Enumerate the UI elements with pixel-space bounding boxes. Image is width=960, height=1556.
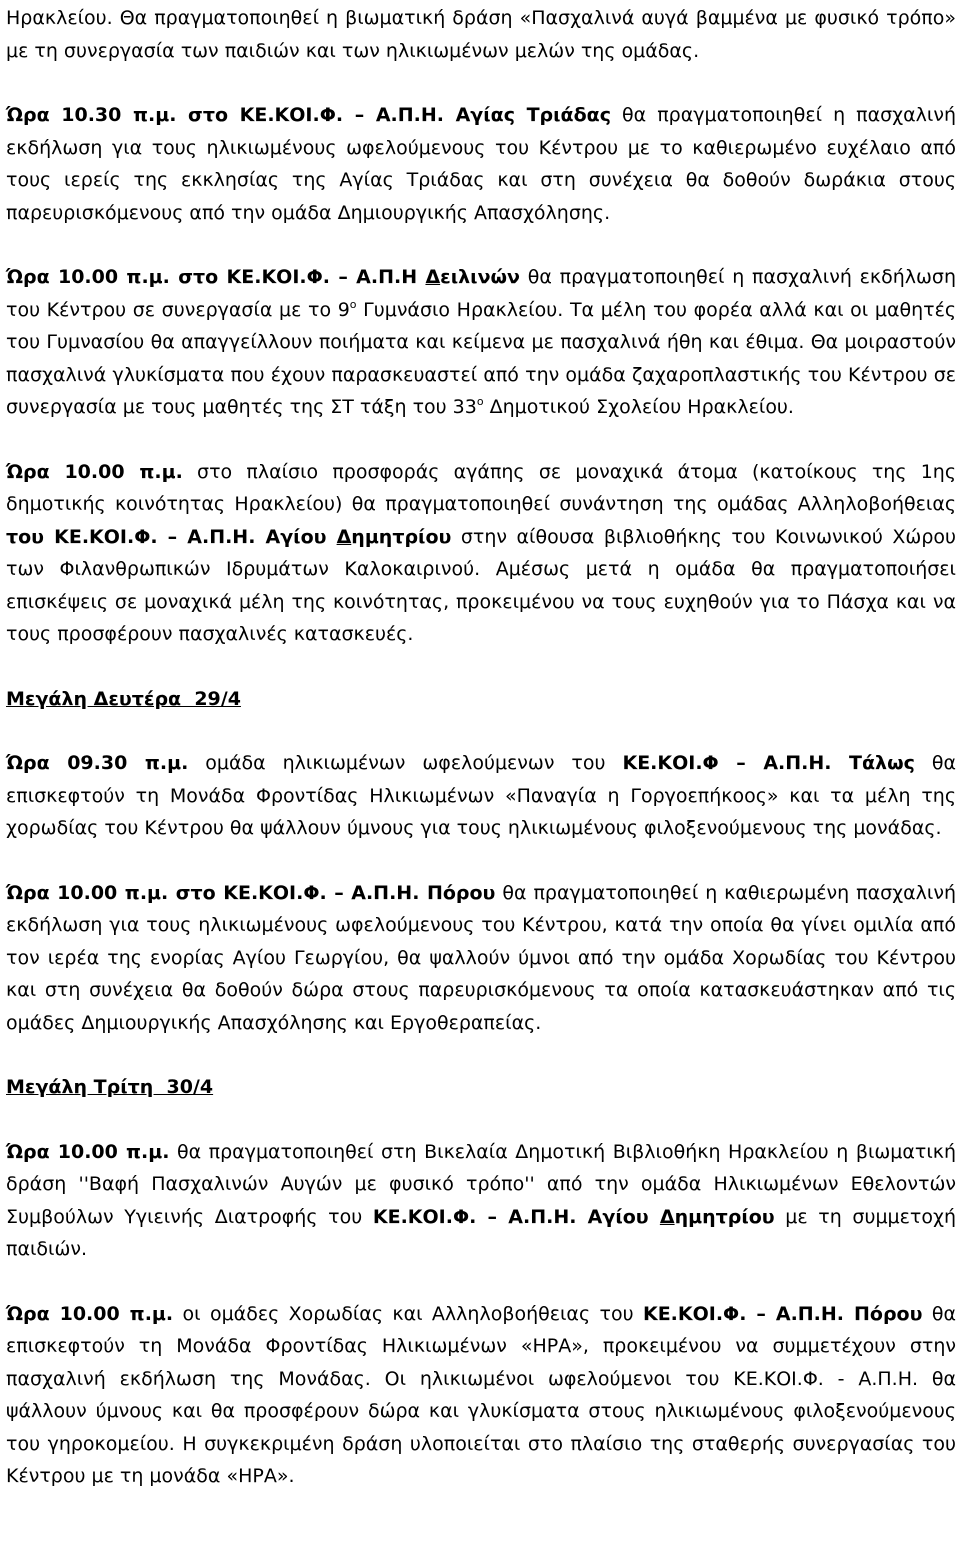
organization-name: ΚΕ.ΚΟΙ.Φ. – Α.Π.Η. Αγίου [372,1205,660,1228]
paragraph-text: Δημοτικού Σχολείου Ηρακλείου. [483,396,794,418]
paragraph-agias-triadas [6,99,956,229]
location-name: ειλινών [440,266,520,288]
organization-name: ΚΕ.ΚΟΙ.Φ. – Α.Π.Η. Πόρου [642,1302,923,1325]
section-heading-tuesday: Μεγάλη Τρίτη 30/4 [6,1076,214,1098]
paragraph-text: θα πραγματοποιηθεί η καθιερωμένη πασχαλινή εκδήλωση για τους ηλικιωμένους ωφελούμενους του Κέντρου, κατά την οποία θα γίνει ομιλία από τον ιερέα της ενορίας Αγίου Γεωργίου, θα ψαλλούν ύμνοι από την ομάδα Χορωδίας του Κέντρου και στη συνέχεια θα δοθούν δώρα στους παρευρισκόμενους τα οποία κατασκευάστηκαν από τις ομάδες Δημιουργικής Απασχόλησης και Εργοθεραπείας. [6,881,956,1034]
paragraph-allilovoitheia [6,456,956,651]
paragraph-text: Γυμνάσιο Ηρακλείου. Τα μέλη του φορέα αλλά και οι μαθητές του Γυμνασίου θα απαγγείλλουν ποιήματα και κείμενα με πασχαλινά ήθη και έθιμα. Θα μοιραστούν πασχαλινά γλυκίσματα που έχουν παρασκευαστεί από την ομάδα ζαχαροπλαστικής του Κέντρου σε συνεργασία με τους μαθητές της ΣΤ τάξη του 33 [6,298,956,418]
time-label: Ώρα 09.30 π.μ. [6,752,189,774]
paragraph-porou [6,877,956,1040]
paragraph-vikelaia [6,1136,956,1266]
paragraph-text: θα πραγματοποιηθεί η πασχαλινή εκδήλωση για τους ηλικιωμένους ωφελούμενους του Κέντρου με το καθιερωμένο ευχέλαιο από τους ιερείς της εκκλησίας της Αγίας Τριάδας και στη συνέχεια θα δοθούν δωράκια στους παρευρισκόμενους από την ομάδα Δημιουργικής Απασχόλησης. [6,104,956,224]
paragraph-text: οι ομάδες Χορωδίας και Αλληλοβοήθειας του [173,1302,643,1325]
paragraph-talos [6,747,956,845]
paragraph-text: ομάδα ηλικιωμένων ωφελούμενων του [188,752,623,774]
paragraph-intro-continuation [6,2,956,67]
underlined-letter: Δ [336,525,352,548]
underlined-letter: Δ [425,266,441,288]
paragraph-ira [6,1298,956,1493]
time-location: Ώρα 10.00 π.μ. στο ΚΕ.ΚΟΙ.Φ. – Α.Π.Η. Πόρου [6,881,496,904]
ordinal-superscript: ο [476,395,484,408]
time-label: Ώρα 10.00 π.μ. [6,460,183,483]
time-label: Ώρα 10.00 π.μ. [6,1302,174,1325]
ordinal-superscript: ο [349,297,357,311]
paragraph-text: στο πλαίσιο προσφοράς αγάπης σε μοναχικά άτομα (κατοίκους της 1ης δημοτικής κοινότητας Ηρακλείου) θα πραγματοποιηθεί συνάντηση της ομάδας Αλληλοβοήθειας [6,460,956,515]
document-page [0,2,960,1493]
organization-name: ΚΕ.ΚΟΙ.Φ – Α.Π.Η. Τάλως [622,752,915,774]
time-location: Ώρα 10.00 π.μ. στο ΚΕ.ΚΟΙ.Φ. – Α.Π.Η [6,266,426,288]
underlined-letter: Δ [659,1205,675,1228]
paragraph-text: στην αίθουσα βιβλιοθήκης του Κοινωνικού Χώρου των Φιλανθρωπικών Ιδρυμάτων Καλοκαιρινού. Αμέσως μετά η ομάδα θα πραγματοποιήσει επισκέψεις σε μοναχικά μέλη της κοινότητας, προκειμένου να τους ευχηθούν για το Πάσχα και να τους προσφέρουν πασχαλινές κατασκευές. [6,525,956,645]
location-name: ημητρίου [351,525,452,548]
organization-name: του ΚΕ.ΚΟΙ.Φ. – Α.Π.Η. Αγίου [6,525,337,548]
location-name: ημητρίου [674,1205,775,1228]
paragraph-text: θα πραγματοποιηθεί στη Βικελαία Δημοτική Βιβλιοθήκη Ηρακλείου η βιωματική δράση ''Βαφή Πασχαλινών Αυγών με φυσικό τρόπο'' από την ομάδα Ηλικιωμένων Εθελοντών Συμβούλων Υγιεινής Διατροφής του [6,1140,956,1228]
time-location: Ώρα 10.30 π.μ. στο ΚΕ.ΚΟΙ.Φ. – Α.Π.Η. Αγίας Τριάδας [6,104,611,126]
paragraph-text: θα επισκεφτούν τη Μονάδα Φροντίδας Ηλικιωμένων «Παναγία η Γοργοεπήκοος» και τα μέλη της χορωδίας του Κέντρου θα ψάλλουν ύμνους για τους ηλικιωμένους φιλοξενούμενους της μονάδας. [6,752,956,839]
section-heading-monday: Μεγάλη Δευτέρα 29/4 [6,687,241,710]
paragraph-deilinon [6,261,956,424]
time-label: Ώρα 10.00 π.μ. [6,1140,170,1163]
paragraph-text: με τη συμμετοχή παιδιών. [6,1205,956,1260]
paragraph-text: Ηρακλείου. Θα πραγματοποιηθεί η βιωματική δράση «Πασχαλινά αυγά βαμμένα με φυσικό τρόπο» με τη συνεργασία των παιδιών και των ηλικιωμένων μελών της ομάδας. [6,7,956,62]
paragraph-text: θα πραγματοποιηθεί η πασχαλινή εκδήλωση του Κέντρου σε συνεργασία με το 9 [6,266,956,321]
paragraph-text: θα επισκεφτούν τη Μονάδα Φροντίδας Ηλικιωμένων «ΗΡΑ», προκειμένου να συμμετέχουν στην πασχαλινή εκδήλωση της Μονάδας. Οι ηλικιωμένοι ωφελούμενοι του ΚΕ.ΚΟΙ.Φ. - Α.Π.Η. θα ψάλλουν ύμνους και θα προσφέρουν δώρα και γλυκίσματα στους ηλικιωμένους φιλοξενούμενους του γηροκομείου. Η συγκεκριμένη δράση υλοποιείται στο πλαίσιο της σταθερής συνεργασίας του Κέντρου με τη μονάδα «ΗΡΑ». [6,1302,956,1487]
